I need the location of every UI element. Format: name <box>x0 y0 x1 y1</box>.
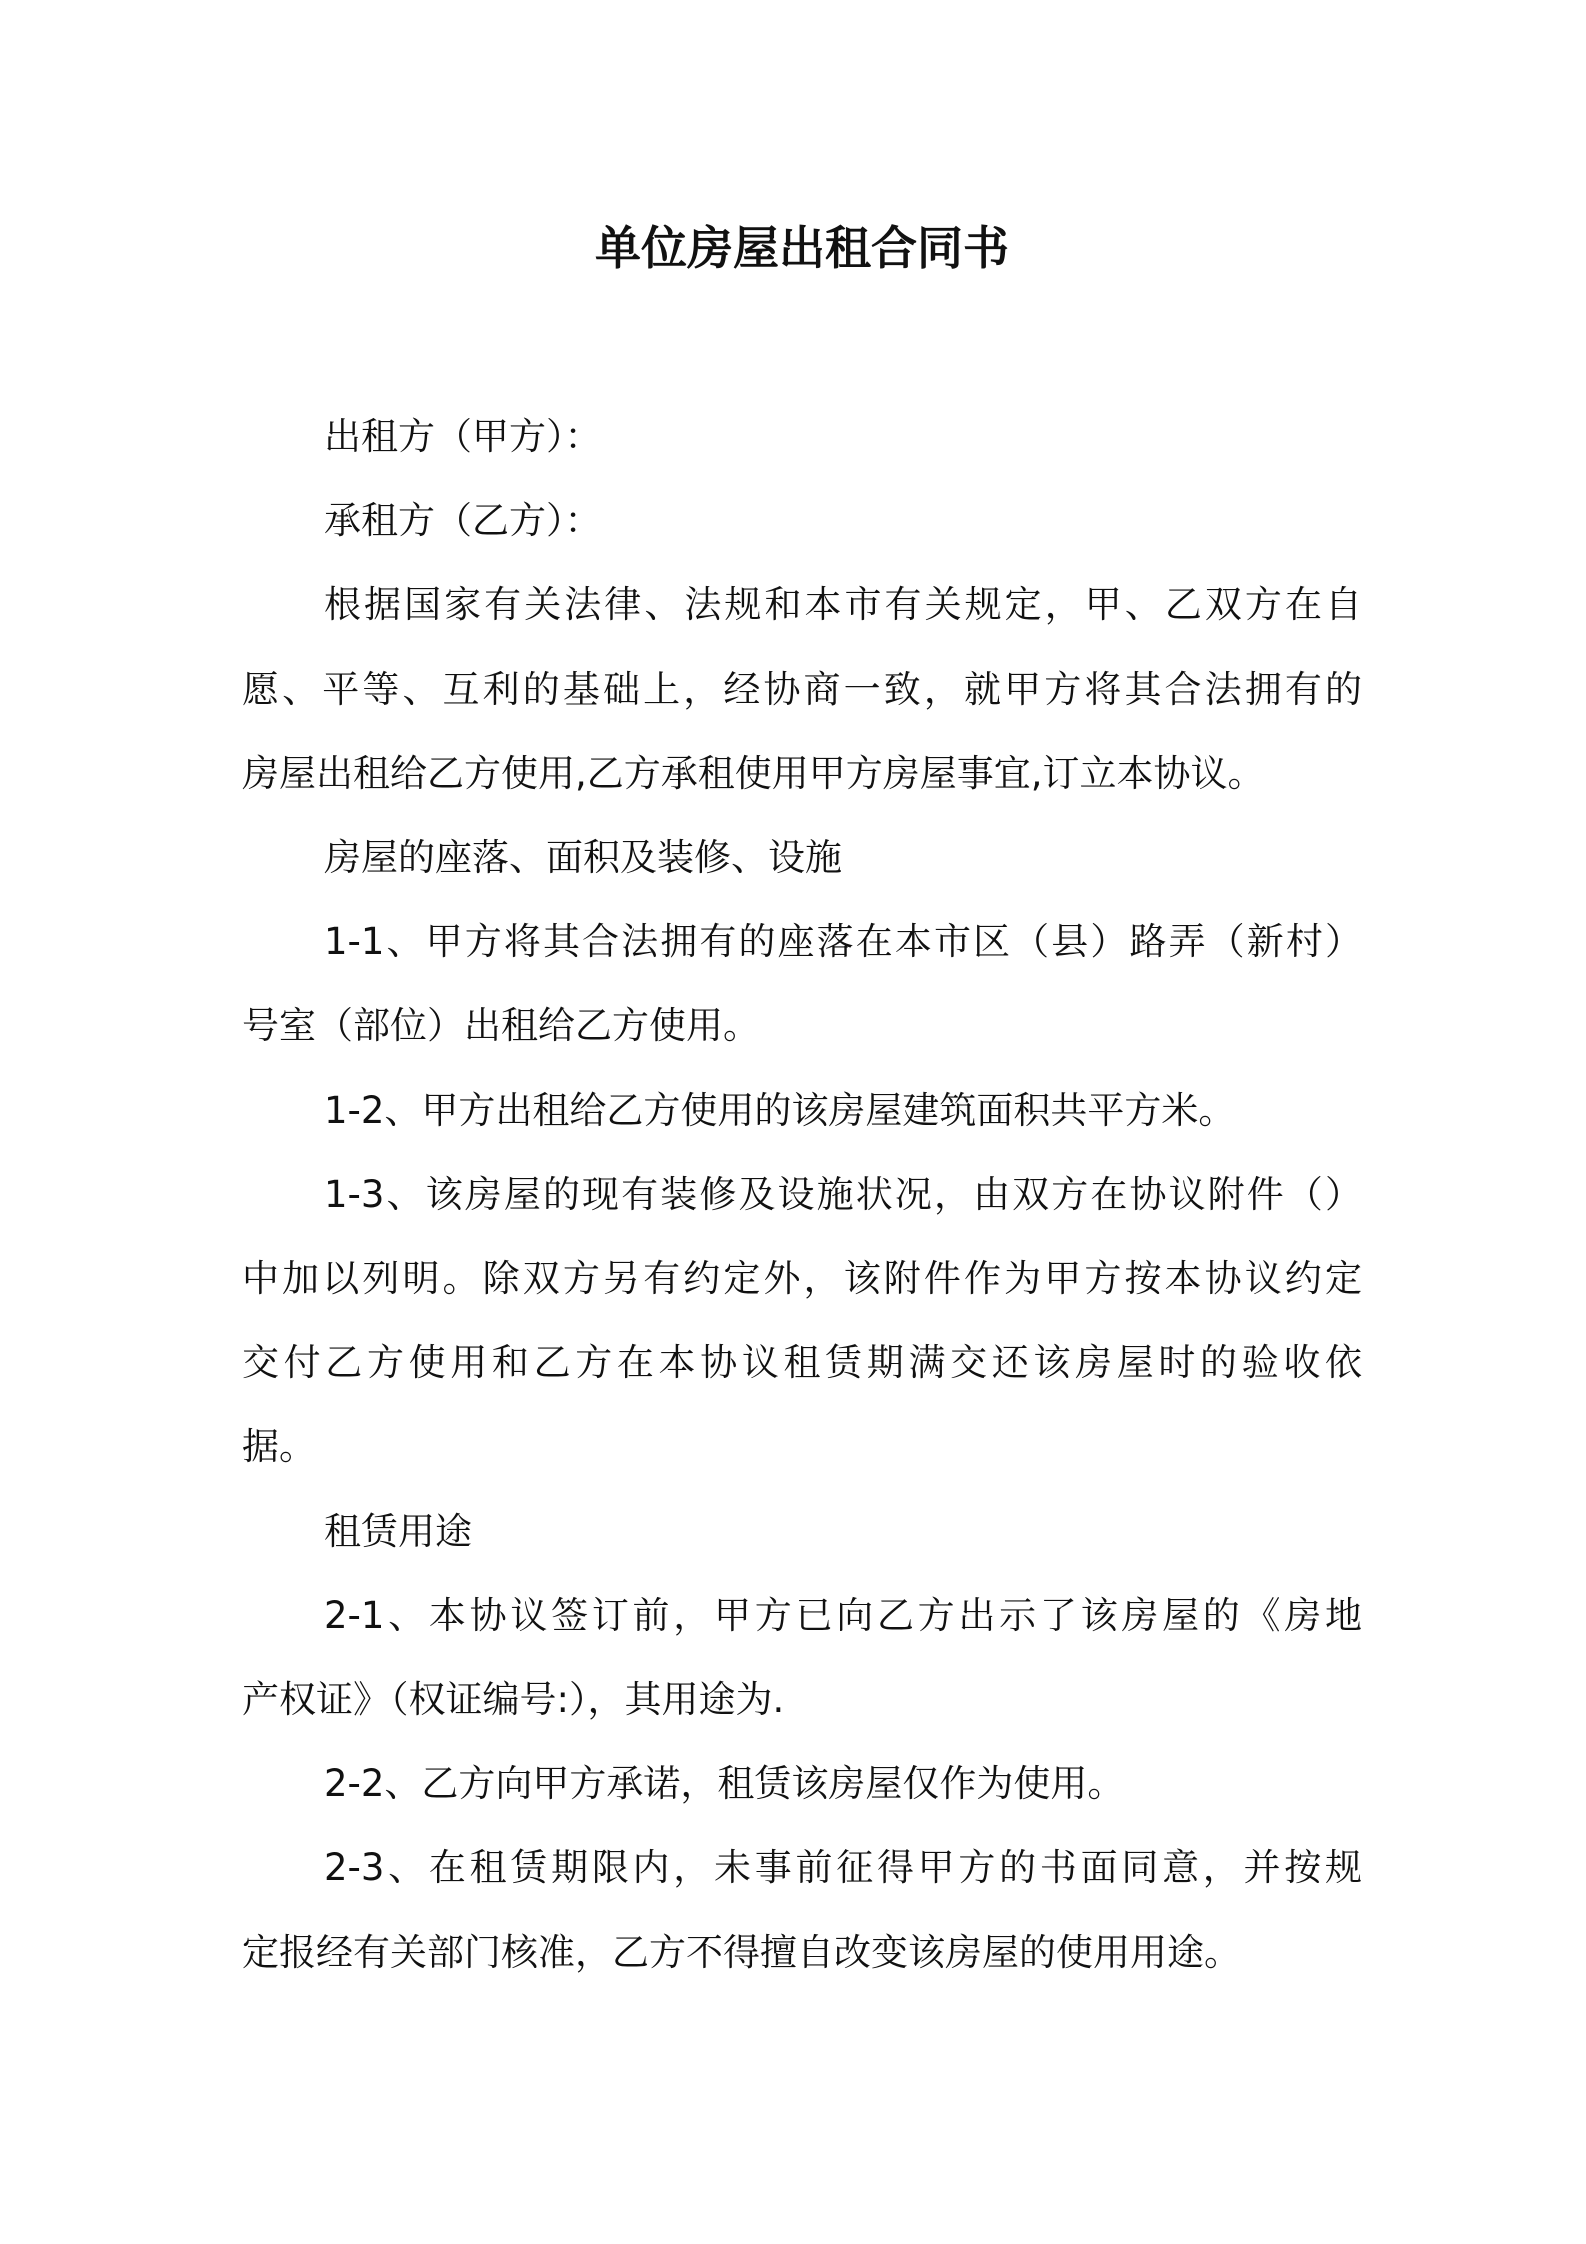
section-use <box>242 1490 1362 1995</box>
preamble-line: 根据国家有关法律、法规和本市有关规定，甲、乙双方在自 <box>324 583 1362 627</box>
clause-line: 2-1、本协议签订前，甲方已向乙方出示了该房屋的《房地 <box>324 1593 1362 1637</box>
clause-1-3 <box>242 1153 1362 1490</box>
clause-1-1 <box>242 900 1362 1068</box>
section-heading: 租赁用途 <box>324 1509 472 1553</box>
clause-line: 定报经有关部门核准，乙方不得擅自改变该房屋的使用用途。 <box>242 1930 1241 1974</box>
clause-line: 据。 <box>242 1425 316 1469</box>
clause-2-1 <box>242 1574 1362 1742</box>
document-body <box>242 395 1362 1995</box>
clause-line: 中加以列明。除双方另有约定外，该附件作为甲方按本协议约定 <box>242 1257 1362 1301</box>
clause-line: 1-3、该房屋的现有装修及设施状况，由双方在协议附件（） <box>324 1172 1362 1216</box>
clause-line: 2-3、在租赁期限内，未事前征得甲方的书面同意，并按规 <box>324 1846 1362 1890</box>
preamble-paragraph <box>242 563 1362 816</box>
section-heading: 房屋的座落、面积及装修、设施 <box>324 836 842 880</box>
lessor-line: 出租方（甲方）： <box>324 415 602 458</box>
clause-line: 1-2、甲方出租给乙方使用的该房屋建筑面积共平方米。 <box>324 1088 1236 1132</box>
preamble-line: 愿、平等、互利的基础上，经协商一致，就甲方将其合法拥有的 <box>242 667 1362 711</box>
clause-line: 交付乙方使用和乙方在本协议租赁期满交还该房屋时的验收依 <box>242 1341 1362 1385</box>
clause-2-2 <box>242 1742 1362 1826</box>
clause-line: 产权证》（权证编号:），其用途为. <box>242 1678 785 1722</box>
document-title: 单位房屋出租合同书 <box>595 221 1009 275</box>
preamble-line: 房屋出租给乙方使用,乙方承租使用甲方房屋事宜,订立本协议。 <box>242 751 1265 795</box>
clause-line: 1-1、甲方将其合法拥有的座落在本市区（县）路弄（新村） <box>324 920 1362 964</box>
clause-line: 2-2、乙方向甲方承诺，租赁该房屋仅作为使用。 <box>324 1762 1125 1806</box>
clause-1-2 <box>242 1069 1362 1153</box>
clause-line: 号室（部位）出租给乙方使用。 <box>242 1004 760 1048</box>
section-premises <box>242 816 1362 1490</box>
lessee-line: 承租方（乙方）： <box>324 499 602 543</box>
clause-2-3 <box>242 1826 1362 1994</box>
